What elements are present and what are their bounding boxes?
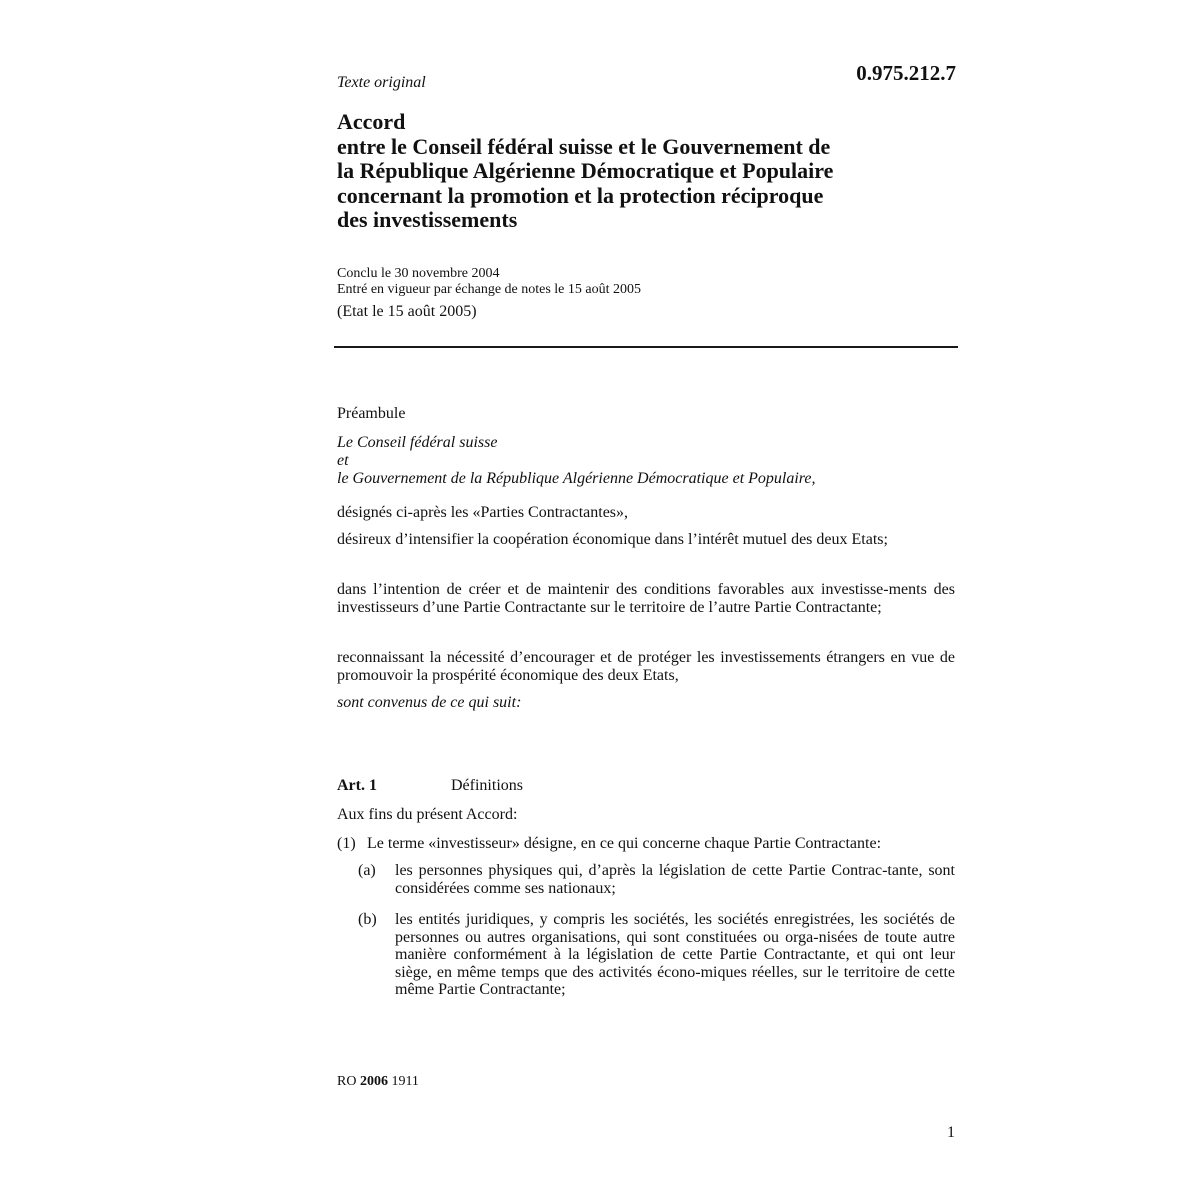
- preamble-closing-text: sont convenus de ce qui suit:: [337, 694, 522, 711]
- title-line: concernant la promotion et la protection réciproque: [337, 182, 824, 208]
- title-line: entre le Conseil fédéral suisse et le Gouvernement de: [337, 133, 831, 159]
- sub-item: [358, 862, 955, 897]
- preamble-paragraph: [337, 649, 955, 684]
- ro-year: 2006: [359, 1074, 388, 1089]
- page-number: 1: [947, 1124, 955, 1141]
- ro-prefix: RO: [337, 1074, 357, 1089]
- item-text: Le terme «investisseur» désigne, en ce qui concerne chaque Partie Contractante:: [367, 835, 882, 852]
- preamble-paragraph: [337, 504, 955, 522]
- document-meta: [337, 266, 955, 322]
- preamble-paragraph-text: reconnaissant la nécessité d’encourager et de protéger les investissements étrangers en vue de promouvoir la prospérité économique des deux Etats,: [337, 649, 955, 684]
- sub-item-label: (a): [358, 862, 376, 879]
- article-item: [337, 835, 955, 853]
- ro-page: 1911: [391, 1074, 419, 1089]
- preamble-heading: Préambule: [337, 405, 406, 422]
- concluded-date: Conclu le 30 novembre 2004: [337, 266, 500, 281]
- party-conjunction: et: [337, 452, 349, 469]
- article-heading: [337, 777, 955, 795]
- item-number: (1): [337, 835, 356, 852]
- sub-item-text: les entités juridiques, y compris les sociétés, les sociétés enregistrées, les sociétés de personnes ou autres organisations, qui sont constituées ou orga-nisées de toute autre manière conformément à la législation de cette Partie Contractante, et qui ont leur siège, en même temps que des activités écono-miques réelles, sur le territoire de cette même Partie Contractante;: [395, 911, 955, 998]
- article-number: Art. 1: [337, 777, 377, 794]
- sub-item-text: les personnes physiques qui, d’après la législation de cette Partie Contrac-tante, sont considérées comme ses nationaux;: [395, 862, 955, 897]
- sub-item-label: (b): [358, 911, 377, 928]
- party-swiss: Le Conseil fédéral suisse: [337, 434, 498, 451]
- title-line: la République Algérienne Démocratique et Populaire: [337, 158, 834, 183]
- title-line: Accord: [337, 109, 406, 134]
- ro-reference: [337, 1074, 955, 1090]
- sr-number: 0.975.212.7: [856, 61, 956, 85]
- article-title: Définitions: [451, 777, 523, 794]
- party-algeria: le Gouvernement de la République Algérienne Démocratique et Populaire,: [337, 470, 816, 487]
- text-original-label: Texte original: [337, 74, 426, 91]
- preamble-paragraph-text: désignés ci-après les «Parties Contractantes»,: [337, 504, 629, 521]
- preamble-closing: [337, 694, 955, 712]
- in-force-date: Entré en vigueur par échange de notes le 15 août 2005: [337, 282, 642, 297]
- preamble-paragraph-text: dans l’intention de créer et de maintenir des conditions favorables aux investisse-ments des investisseurs d’une Partie Contractante sur le territoire de l’autre Partie Contractante;: [337, 581, 955, 616]
- state-date: (Etat le 15 août 2005): [337, 303, 477, 320]
- document-title: [337, 110, 955, 233]
- article-intro: Aux fins du présent Accord:: [337, 806, 518, 823]
- title-line: des investissements: [337, 207, 518, 232]
- preamble-paragraph: [337, 531, 955, 549]
- preamble-paragraph: [337, 581, 955, 616]
- sub-item: [358, 911, 955, 999]
- preamble-parties: [337, 434, 955, 488]
- header-rule: [334, 346, 958, 348]
- preamble-paragraph-text: désireux d’intensifier la coopération économique dans l’intérêt mutuel des deux Etats;: [337, 531, 888, 548]
